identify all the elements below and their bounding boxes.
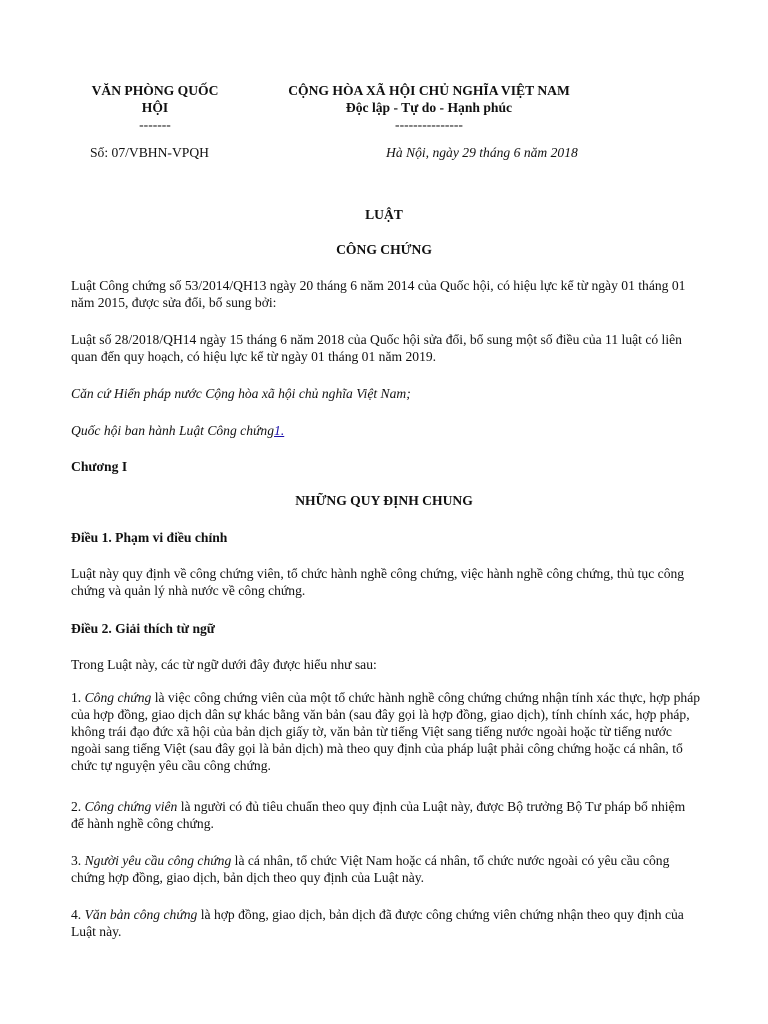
chapter-title: NHỮNG QUY ĐỊNH CHUNG	[295, 493, 473, 508]
document-name: CÔNG CHỨNG	[336, 242, 432, 257]
article-2-lead: Trong Luật này, các từ ngữ dưới đây được hiểu như sau:	[71, 657, 377, 672]
definition-term: Người yêu cầu công chứng	[84, 853, 232, 868]
agency-line-2: HỘI	[141, 100, 169, 115]
definition-text: là cá nhân, tổ chức Việt Nam hoặc cá nhân, tổ chức nước ngoài có yêu cầu công chứng hợp đồng, giao dịch, bản dịch theo quy định của Luật này.	[71, 853, 670, 885]
country-name: CỘNG HÒA XÃ HỘI CHỦ NGHĨA VIỆT NAM	[288, 83, 570, 98]
document-type: LUẬT	[365, 207, 403, 222]
article-1-heading: Điều 1. Phạm vi điều chỉnh	[71, 530, 228, 545]
definition-item	[71, 852, 701, 886]
definition-text: là việc công chứng viên của một tổ chức hành nghề công chứng chứng nhận tính xác thực, hợp pháp của hợp đồng, giao dịch dân sự khác bằng văn bản (sau đây gọi là hợp đồng, giao dịch), tính chính xác, hợp pháp, không trái đạo đức xã hội của bản dịch giấy tờ, văn bản từ tiếng Việt sang tiếng nước ngoài hoặc từ tiếng nước ngoài sang tiếng Việt (sau đây gọi là bản dịch) mà theo quy định của pháp luật phải công chứng hoặc cá nhân, tổ chức tự nguyện yêu cầu công chứng.	[71, 690, 701, 773]
definition-number: 3.	[71, 853, 85, 868]
legal-basis: Căn cứ Hiến pháp nước Cộng hòa xã hội chủ nghĩa Việt Nam;	[71, 386, 411, 401]
definition-number: 2.	[71, 799, 85, 814]
definition-number: 1.	[71, 690, 85, 705]
intro-paragraph-2: Luật số 28/2018/QH14 ngày 15 tháng 6 năm 2018 của Quốc hội sửa đổi, bổ sung một số điều của 11 luật có liên quan đến quy hoạch, có hiệu lực kể từ ngày 01 tháng 01 năm 2019.	[71, 332, 682, 364]
definition-term: Công chứng viên	[84, 799, 178, 814]
intro-paragraph-1: Luật Công chứng số 53/2014/QH13 ngày 20 tháng 6 năm 2014 của Quốc hội, có hiệu lực kể từ ngày 01 tháng 01 năm 2015, được sửa đổi, bổ sung bởi:	[71, 278, 686, 310]
motto-separator: ---------------	[395, 117, 463, 132]
enactment-clause	[71, 422, 701, 439]
national-motto: Độc lập - Tự do - Hạnh phúc	[345, 100, 513, 115]
definition-number: 4.	[71, 907, 85, 922]
issuing-agency	[70, 82, 240, 116]
agency-separator: -------	[139, 117, 171, 132]
definition-item	[71, 906, 701, 940]
definition-term: Văn bản công chứng	[84, 907, 198, 922]
place-and-date: Hà Nội, ngày 29 tháng 6 năm 2018	[386, 145, 578, 160]
enactment-text: Quốc hội ban hành Luật Công chứng	[71, 423, 275, 438]
definition-term: Công chứng	[84, 690, 152, 705]
article-2-heading: Điều 2. Giải thích từ ngữ	[71, 621, 215, 636]
definition-item	[71, 689, 701, 774]
definition-item	[71, 798, 701, 832]
definition-text: là hợp đồng, giao dịch, bản dịch đã được công chứng viên chứng nhận theo quy định của Luật này.	[71, 907, 684, 939]
article-1-body: Luật này quy định về công chứng viên, tổ chức hành nghề công chứng, việc hành nghề công chứng, thủ tục công chứng và quản lý nhà nước về công chứng.	[71, 566, 685, 598]
document-number: Số: 07/VBHN-VPQH	[90, 145, 209, 160]
chapter-number: Chương I	[71, 459, 128, 474]
definition-text: là người có đủ tiêu chuẩn theo quy định của Luật này, được Bộ trưởng Bộ Tư pháp bổ nhiệm để hành nghề công chứng.	[71, 799, 686, 831]
agency-line-1: VĂN PHÒNG QUỐC	[91, 83, 219, 98]
footnote-link[interactable]: 1.	[274, 423, 285, 438]
